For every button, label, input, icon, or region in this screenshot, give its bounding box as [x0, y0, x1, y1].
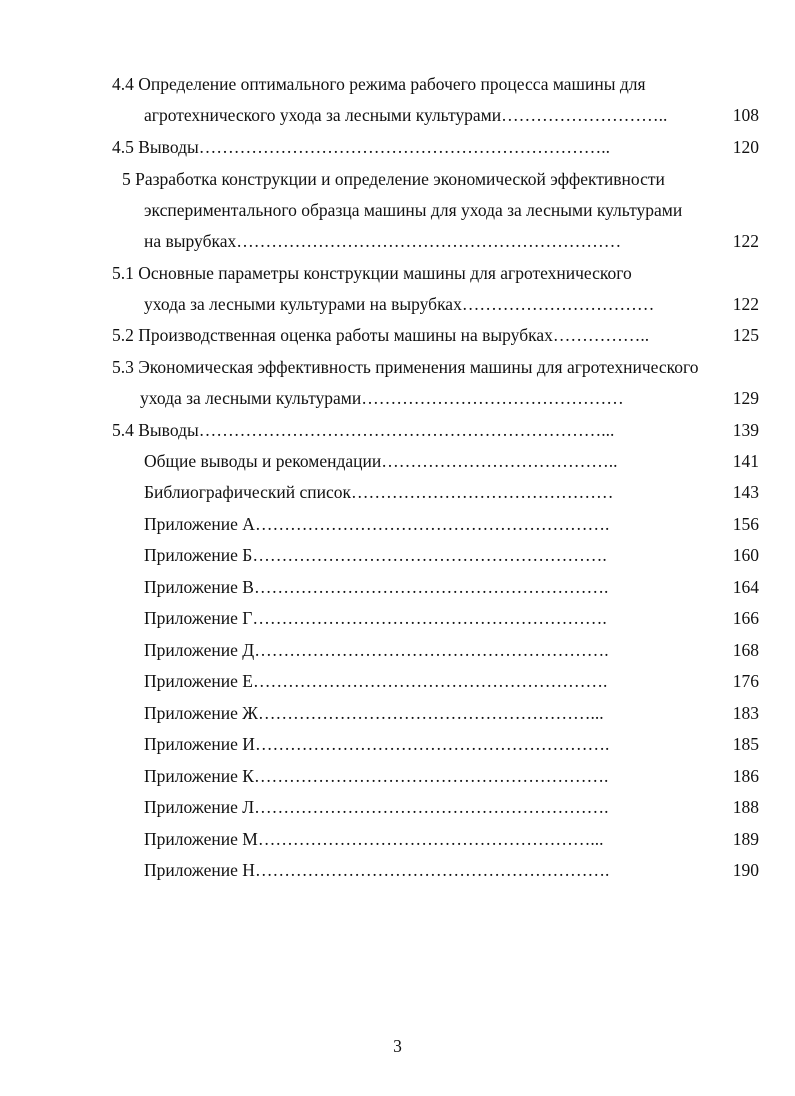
- toc-page-number: 108: [732, 105, 759, 125]
- toc-page-number: 160: [732, 545, 759, 565]
- toc-entry-appendix-a: Приложение А…………………………………………………….: [144, 514, 610, 534]
- toc-page-number: 141: [732, 451, 759, 471]
- toc-page-number: 129: [732, 388, 759, 408]
- toc-entry-appendix-k: Приложение К…………………………………………………….: [144, 766, 609, 786]
- toc-page-number: 120: [732, 137, 759, 157]
- toc-page-number: 122: [732, 294, 759, 314]
- toc-page-number: 185: [732, 734, 759, 754]
- toc-page-number: 143: [732, 482, 759, 502]
- toc-entry-appendix-l: Приложение Л…………………………………………………….: [144, 797, 609, 817]
- toc-entry-5-2: 5.2 Производственная оценка работы машины на вырубках……………..: [112, 325, 650, 345]
- toc-entry-appendix-e: Приложение Е…………………………………………………….: [144, 671, 608, 691]
- toc-page-number: 139: [732, 420, 759, 440]
- toc-entry-4-4-line-1: 4.4 Определение оптимального режима рабочего процесса машины для: [112, 74, 646, 94]
- toc-page-number: 156: [732, 514, 759, 534]
- toc-entry-5-4: 5.4 Выводы……………………………………………………………...: [112, 420, 615, 440]
- toc-entry-5-3-line-1: 5.3 Экономическая эффективность применения машины для агротехнического: [112, 357, 699, 377]
- toc-page-number: 189: [732, 829, 759, 849]
- toc-entry-bibliography: Библиографический список………………………………………: [144, 482, 614, 502]
- toc-entry-5-line-1: 5 Разработка конструкции и определение экономической эффективности: [122, 169, 665, 189]
- toc-entry-5-1-line-2: ухода за лесными культурами на вырубках……………………………: [144, 294, 655, 314]
- toc-entry-5-line-3: на вырубках…………………………………………………………: [144, 231, 622, 251]
- toc-entry-5-3-line-2: ухода за лесными культурами………………………………………: [140, 388, 624, 408]
- toc-page-number: 166: [732, 608, 759, 628]
- toc-entry-appendix-m: Приложение М…………………………………………………...: [144, 829, 604, 849]
- toc-entry-4-4-line-2: агротехнического ухода за лесными культурами………………………..: [144, 105, 668, 125]
- toc-page-number: 176: [732, 671, 759, 691]
- toc-entry-conclusions: Общие выводы и рекомендации…………………………………..: [144, 451, 618, 471]
- toc-page-number: 186: [732, 766, 759, 786]
- toc-entry-appendix-g: Приложение Г…………………………………………………….: [144, 608, 607, 628]
- toc-entry-4-5: 4.5 Выводы……………………………………………………………..: [112, 137, 610, 157]
- toc-page-number: 190: [732, 860, 759, 880]
- toc-page-number: 122: [732, 231, 759, 251]
- toc-entry-5-1-line-1: 5.1 Основные параметры конструкции машины для агротехнического: [112, 263, 632, 283]
- toc-page-number: 183: [732, 703, 759, 723]
- toc-entry-appendix-zh: Приложение Ж…………………………………………………...: [144, 703, 604, 723]
- toc-entry-appendix-v: Приложение В…………………………………………………….: [144, 577, 609, 597]
- toc-entry-5-line-2: экспериментального образца машины для ухода за лесными культурами: [144, 200, 683, 220]
- toc-page-number: 168: [732, 640, 759, 660]
- page-number: 3: [393, 1036, 402, 1056]
- toc-entry-appendix-i: Приложение И…………………………………………………….: [144, 734, 610, 754]
- toc-entry-appendix-d: Приложение Д…………………………………………………….: [144, 640, 609, 660]
- toc-page-number: 125: [732, 325, 759, 345]
- toc-page-number: 164: [732, 577, 759, 597]
- toc-entry-appendix-n: Приложение Н…………………………………………………….: [144, 860, 610, 880]
- toc-entry-appendix-b: Приложение Б…………………………………………………….: [144, 545, 607, 565]
- toc-page-number: 188: [732, 797, 759, 817]
